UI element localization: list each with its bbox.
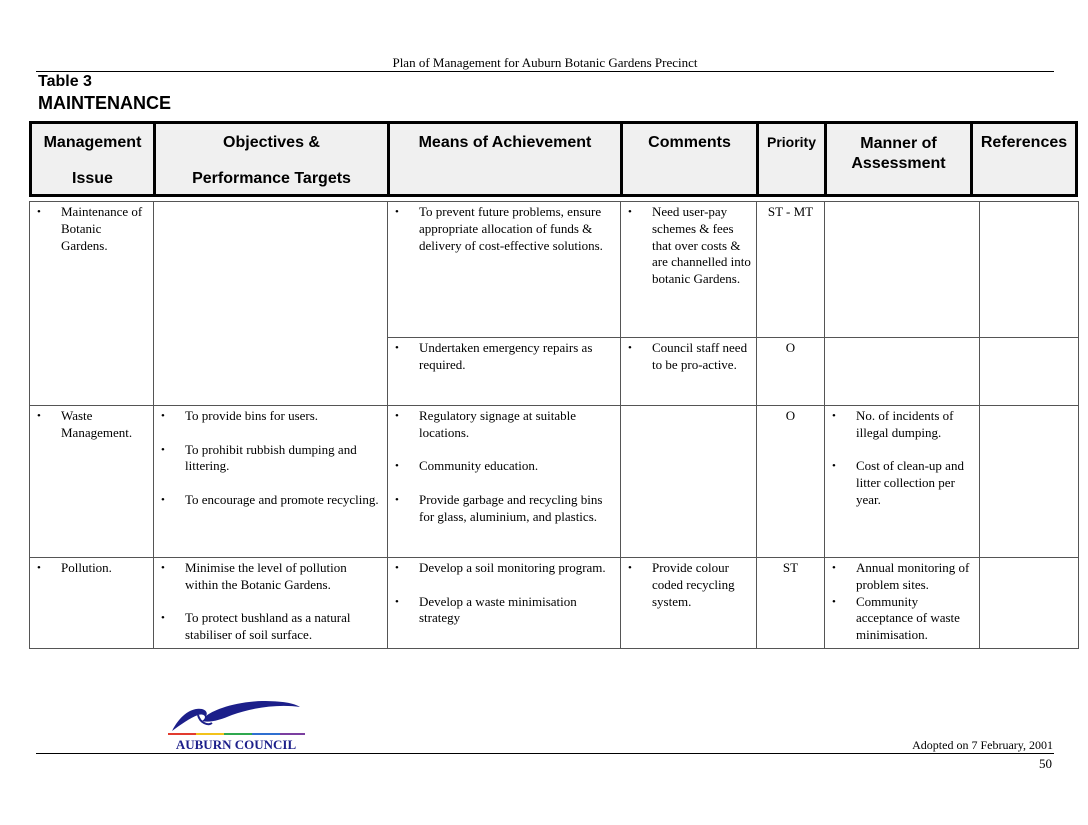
objective-item: • To prohibit rubbish dumping and littering.	[158, 442, 383, 476]
issue-cell	[30, 202, 154, 406]
references-cell	[980, 558, 1079, 649]
comment-cell	[621, 202, 757, 338]
objective-item: • Minimise the level of pollution within the Botanic Gardens.	[158, 560, 383, 594]
logo-text: AUBURN COUNCIL	[175, 737, 297, 752]
col-assessment	[827, 124, 973, 194]
assessment-cell	[825, 202, 980, 338]
running-header: Plan of Management for Auburn Botanic Gardens Precinct	[392, 55, 698, 70]
references-cell	[980, 202, 1079, 338]
references-cell	[980, 338, 1079, 406]
header-divider	[36, 71, 1054, 72]
col-management-l2: Issue	[72, 170, 113, 187]
issue-cell	[30, 558, 154, 649]
table-row	[30, 202, 1079, 338]
col-management-issue	[32, 124, 156, 194]
col-references	[973, 124, 1075, 194]
priority-cell: ST	[757, 558, 825, 649]
col-assessment-label: Manner of Assessment	[851, 135, 946, 172]
col-priority-label: Priority	[766, 134, 816, 150]
assessment-item: • No. of incidents of illegal dumping.	[829, 408, 975, 442]
col-references-label: References	[980, 134, 1068, 151]
means-cell	[388, 558, 621, 649]
col-comments-label: Comments	[648, 134, 731, 151]
objective-item: • To encourage and promote recycling.	[158, 492, 383, 509]
objective-item: • To provide bins for users.	[158, 408, 383, 425]
assessment-cell	[825, 406, 980, 558]
adopted-date: Adopted on 7 February, 2001	[912, 738, 1053, 752]
page-number: 50	[1039, 756, 1052, 771]
means-item: • To prevent future problems, ensure appropriate allocation of funds & delivery of cost-effective solutions.	[392, 204, 616, 254]
footer-divider	[36, 753, 1054, 754]
issue-text: • Waste Management.	[34, 408, 149, 442]
objectives-cell	[154, 558, 388, 649]
references-cell	[980, 406, 1079, 558]
means-item: • Develop a soil monitoring program.	[392, 560, 616, 577]
comment-item: • Provide colour coded recycling system.	[625, 560, 752, 610]
comment-cell	[621, 338, 757, 406]
col-priority	[759, 124, 827, 194]
issue-text: • Maintenance of Botanic Gardens.	[34, 204, 149, 254]
color-stripe	[168, 733, 305, 735]
means-item: • Develop a waste minimisation strategy	[392, 594, 616, 628]
objective-item: • To protect bushland as a natural stabiliser of soil surface.	[158, 610, 383, 644]
issue-text: • Pollution.	[34, 560, 149, 577]
means-item: • Undertaken emergency repairs as required.	[392, 340, 616, 374]
priority-cell: O	[757, 406, 825, 558]
means-cell	[388, 202, 621, 338]
means-cell	[388, 406, 621, 558]
priority-cell: O	[757, 338, 825, 406]
col-objectives-l1: Objectives &	[223, 134, 320, 151]
table-title: MAINTENANCE	[38, 93, 171, 113]
assessment-cell	[825, 558, 980, 649]
assessment-item: • Cost of clean-up and litter collection per year.	[829, 458, 975, 508]
assessment-item: • Annual monitoring of problem sites.	[829, 560, 975, 594]
priority-cell: ST - MT	[757, 202, 825, 338]
col-management-l1: Management	[43, 134, 142, 151]
col-means-label: Means of Achievement	[418, 134, 592, 151]
table-label: Table 3	[38, 73, 92, 90]
maintenance-table	[29, 201, 1079, 649]
col-comments	[623, 124, 759, 194]
means-item: • Community education.	[392, 458, 616, 475]
table-row	[30, 558, 1079, 649]
col-objectives	[156, 124, 390, 194]
issue-cell	[30, 406, 154, 558]
means-cell	[388, 338, 621, 406]
auburn-council-logo	[162, 693, 307, 755]
col-objectives-l2: Performance Targets	[192, 170, 351, 187]
objectives-cell	[154, 202, 388, 406]
assessment-cell	[825, 338, 980, 406]
table-header	[29, 121, 1078, 197]
objectives-cell	[154, 406, 388, 558]
table-row	[30, 406, 1079, 558]
comment-item: • Council staff need to be pro-active.	[625, 340, 752, 374]
assessment-item: • Community acceptance of waste minimisation.	[829, 594, 975, 644]
means-item: • Regulatory signage at suitable locations.	[392, 408, 616, 442]
comment-cell	[621, 406, 757, 558]
col-means	[390, 124, 623, 194]
means-item: • Provide garbage and recycling bins for glass, aluminium, and plastics.	[392, 492, 616, 526]
comment-cell	[621, 558, 757, 649]
comment-item: • Need user-pay schemes & fees that over costs & are channelled into botanic Gardens.	[625, 204, 752, 288]
swan-logo-icon	[162, 693, 307, 755]
